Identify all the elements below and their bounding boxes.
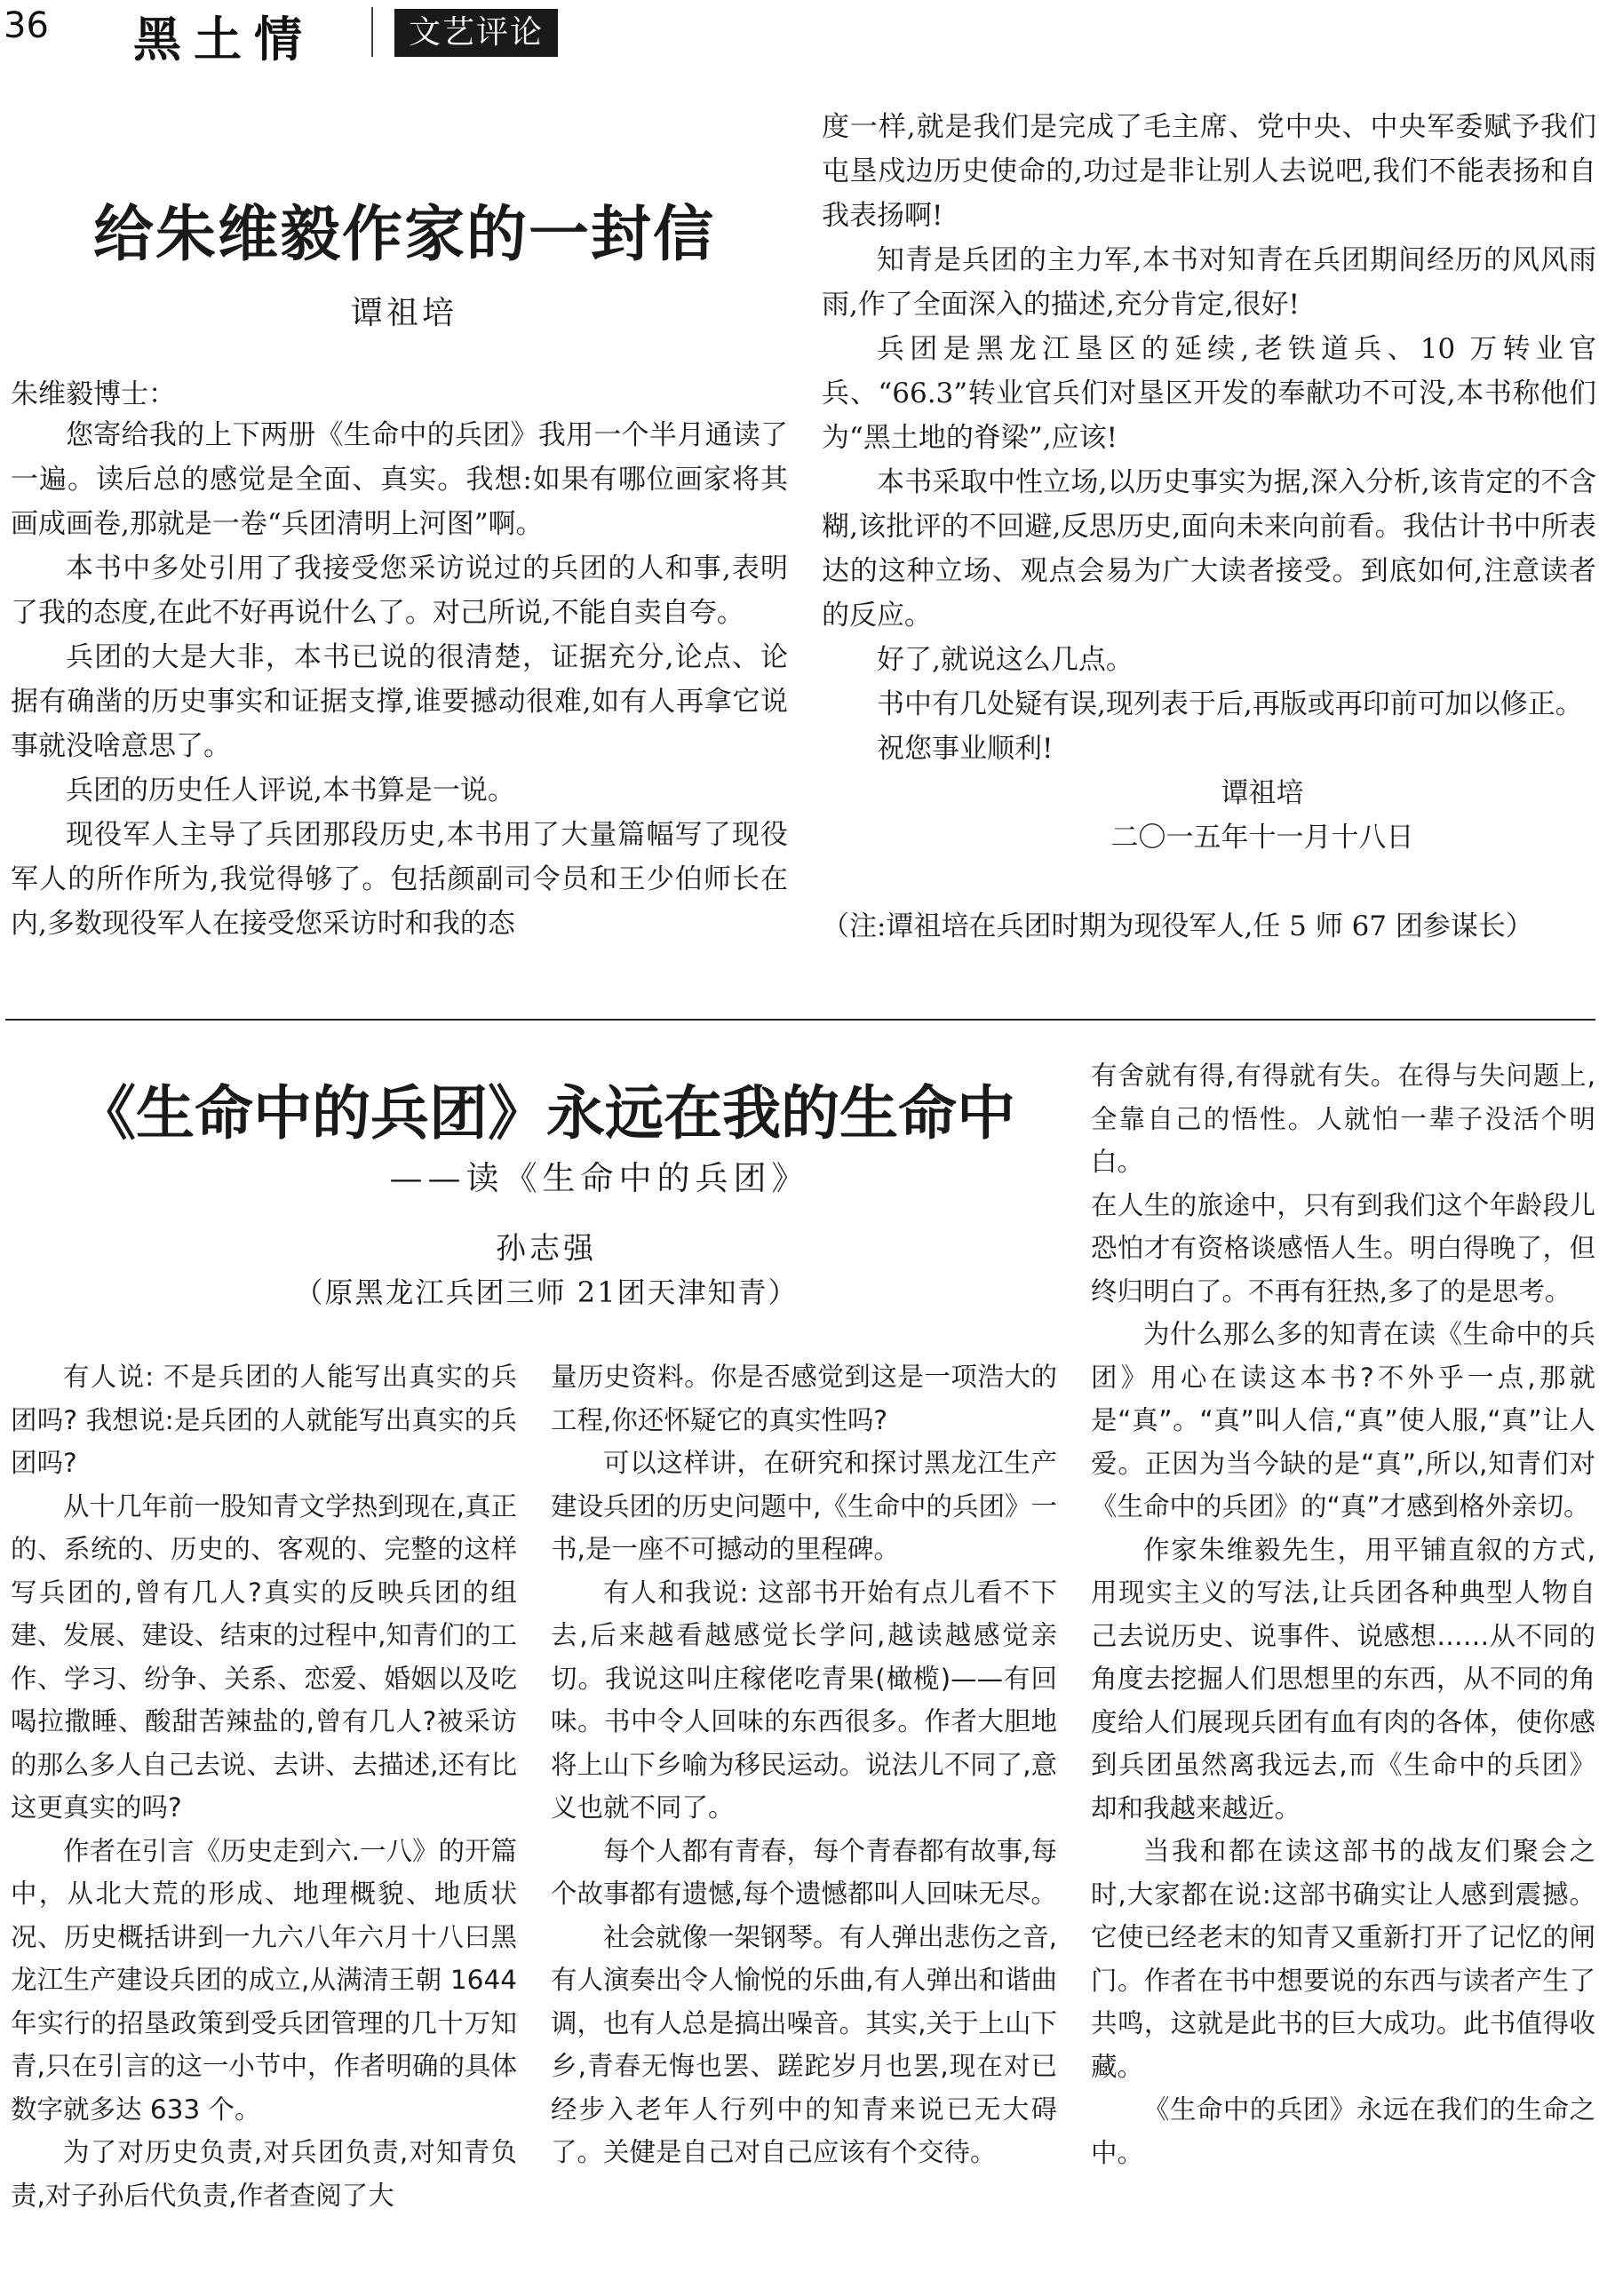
paragraph: 现役军人主导了兵团那段历史,本书用了大量篇幅写了现役军人的所作所为,我觉得够了。包括颜副司令员和王少伯师长在内,多数现役军人在接受您采访时和我的态 — [11, 819, 788, 940]
paragraph: 度一样,就是我们是完成了毛主席、党中央、中央军委赋予我们屯垦戍边历史使命的,功过是非让别人去说吧,我们不能表扬和自我表扬啊! — [822, 111, 1596, 232]
article1-column-1 — [11, 413, 788, 946]
article2-author: 孙志强 — [496, 1231, 597, 1267]
paragraph: 知青是兵团的主力军,本书对知青在兵团期间经历的风风雨雨,作了全面深入的描述,充分肯定,很好! — [822, 244, 1596, 321]
paragraph: 有舍就有得,有得就有失。在得与失问题上,全靠自己的悟性。人就怕一辈子没活个明白。 — [1091, 1061, 1595, 1177]
paragraph: 兵团的大是大非，本书已说的很清楚，证据充分,论点、论据有确凿的历史事实和证据支撑,谁要撼动很难,如有人再拿它说事就没啥意思了。 — [11, 641, 788, 762]
article1-author: 谭祖培 — [350, 295, 457, 331]
article1-salutation: 朱维毅博士： — [11, 378, 176, 410]
paragraph: 兵团是黑龙江垦区的延续,老铁道兵、10 万转业官兵、“66.3”转业官兵们对垦区开发的奉献功不可没,本书称他们为“黑土地的脊梁”,应该! — [822, 333, 1596, 454]
paragraph: 可以这样讲，在研究和探讨黑龙江生产建设兵团的历史问题中,《生命中的兵团》一书,是一座不可撼动的里程碑。 — [551, 1448, 1057, 1564]
article2-subtitle: ——读《生命中的兵团》 — [389, 1159, 810, 1197]
paragraph: 为什么那么多的知青在读《生命中的兵团》用心在读这本书?不外乎一点,那就是“真”。“真”叫人信,“真”使人服,“真”让人爱。正因为当今缺的是“真”,所以,知青们对《生命中的兵团》的“真”才感到格外亲切。 — [1091, 1319, 1595, 1521]
paragraph: 《生命中的兵团》永远在我们的生命之中。 — [1091, 2094, 1595, 2168]
paragraph: 社会就像一架钢琴。有人弹出悲伤之音,有人演奏出令人愉悦的乐曲,有人弹出和谐曲调，也有人总是搞出噪音。其实,关于上山下乡,青春无悔也罢、蹉跎岁月也罢,现在对已经步入老年人行列中的知青来说已无大碍了。关健是自己对自己应该有个交待。 — [551, 1921, 1057, 2167]
section-label: 文艺评论 — [394, 9, 558, 57]
header-separator — [371, 7, 373, 57]
paragraph: 本书采取中性立场,以历史事实为据,深入分析,该肯定的不含糊,该批评的不回避,反思历史,面向未来向前看。我估计书中所表达的这种立场、观点会易为广大读者接受。到底如何,注意读者的反应。 — [822, 466, 1596, 632]
paragraph: 有人说: 不是兵团的人能写出真实的兵团吗? 我想说:是兵团的人就能写出真实的兵团吗? — [11, 1362, 517, 1478]
paragraph: 好了,就说这么几点。 — [877, 644, 1134, 676]
article1-note: （注:谭祖培在兵团时期为现役军人,任 5 师 67 团参谋长） — [822, 910, 1533, 942]
article1-date: 二〇一五年十一月十八日 — [1110, 822, 1414, 854]
article2-affiliation: （原黑龙江兵团三师 21团天津知青） — [294, 1275, 799, 1309]
paragraph: 在人生的旅途中，只有到我们这个年龄段儿恐怕才有资格谈感悟人生。明白得晚了，但终归明白了。不再有狂热,多了的是思考。 — [1091, 1189, 1595, 1307]
paragraph: 本书中多处引用了我接受您采访说过的兵团的人和事,表明了我的态度,在此不好再说什么了。对己所说,不能自卖自夸。 — [11, 552, 788, 629]
paragraph: 作者在引言《历史走到六.一八》的开篇中，从北大荒的形成、地理概貌、地质状况、历史概括讲到一九六八年六月十八曰黑龙江生产建设兵团的成立,从满清王朝 1644 年实行的招垦政策到受兵团管理的几十万知青,只在引言的这一小节中，作者明确的具体数字就多达 633 个。 — [11, 1835, 517, 2125]
article1-signature: 谭祖培 — [1221, 777, 1304, 809]
paragraph: 作家朱维毅先生，用平铺直叙的方式,用现实主义的写法,让兵团各种典型人物自己去说历史、说事件、说感想……从不同的角度去挖掘人们思想里的东西，从不同的角度给人们展现兵团有血有肉的各体，使你感到兵团虽然离我远去,而《生命中的兵团》却和我越来越近。 — [1091, 1534, 1595, 1823]
paragraph: 每个人都有青春，每个青春都有故事,每个故事都有遗憾,每个遗憾都叫人回味无尽。 — [551, 1835, 1057, 1909]
paragraph: 从十几年前一股知青文学热到现在,真正的、系统的、历史的、客观的、完整的这样写兵团的,曾有几人?真实的反映兵团的组建、发展、建设、结束的过程中,知青们的工作、学习、纷争、关系、恋爱、婚姻以及吃喝拉撒睡、酸甜苦辣盐的,曾有几人?被采访的那么多人自己去说、去讲、去描述,还有比这更真实的吗? — [11, 1490, 517, 1823]
article2-column-3 — [1091, 1054, 1595, 2174]
paragraph: 当我和都在读这部书的战友们聚会之时,大家都在说:这部书确实让人感到震撼。它使已经老末的知青又重新打开了记忆的闸门。作者在书中想要说的东西与读者产生了共鸣，这就是此书的巨大成功。此书值得收藏。 — [1091, 1836, 1595, 2082]
article2-column-1 — [11, 1355, 517, 2217]
article1-column-2 — [822, 105, 1596, 949]
paragraph: 量历史资料。你是否感觉到这是一项浩大的工程,你还怀疑它的真实性吗? — [551, 1362, 1057, 1435]
page-number: 36 — [4, 5, 49, 46]
article1-title: 给朱维毅作家的一封信 — [92, 199, 715, 270]
paragraph: 祝您事业顺利! — [877, 733, 1054, 765]
paragraph: 有人和我说: 这部书开始有点儿看不下去,后来越看越感觉长学问,越读越感觉亲切。我说这叫庄稼佬吃青果(橄榄)——有回味。书中令人回味的东西很多。作者大胆地将上山下乡喻为移民运动。说法儿不同了,意义也就不同了。 — [551, 1577, 1057, 1823]
paragraph: 兵团的历史任人评说,本书算是一说。 — [66, 775, 515, 806]
paragraph: 书中有几处疑有误,现列表于后,再版或再印前可加以修正。 — [877, 688, 1583, 720]
paragraph: 您寄给我的上下两册《生命中的兵团》我用一个半月通读了一遍。读后总的感觉是全面、真实。我想:如果有哪位画家将其画成画卷,那就是一卷“兵团清明上河图”啊。 — [11, 419, 788, 540]
magazine-logo: 黑土情 — [133, 11, 314, 68]
article2-title: 《生命中的兵团》永远在我的生命中 — [77, 1078, 1015, 1148]
article2-column-2 — [551, 1355, 1057, 2174]
article-divider — [5, 1019, 1595, 1021]
paragraph: 为了对历史负责,对兵团负责,对知青负责,对子孙后代负责,作者查阅了大 — [11, 2137, 517, 2211]
